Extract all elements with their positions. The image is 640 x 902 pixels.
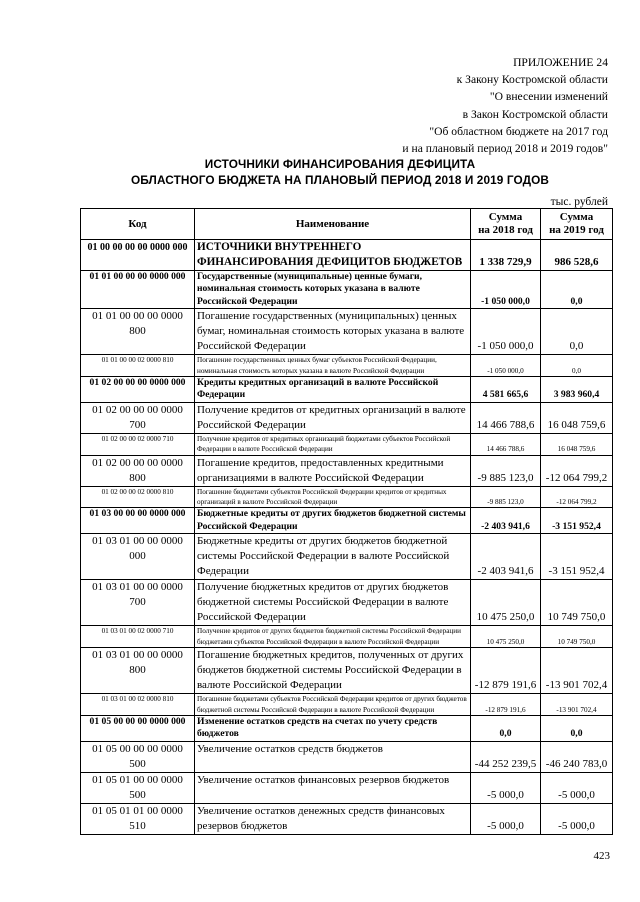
table-row bbox=[81, 534, 613, 580]
row-sum-2019: -5 000,0 bbox=[541, 803, 613, 834]
header-code: Код bbox=[81, 209, 195, 240]
appendix-line: "О внесении изменений bbox=[489, 90, 608, 104]
row-code: 01 05 01 01 00 0000 510 bbox=[81, 803, 195, 834]
row-sum-2018: 14 466 788,6 bbox=[471, 433, 541, 455]
row-code: 01 02 00 00 00 0000 700 bbox=[81, 402, 195, 433]
row-code: 01 02 00 00 02 0000 810 bbox=[81, 486, 195, 508]
table-row bbox=[81, 803, 613, 834]
row-sum-2018: -12 879 191,6 bbox=[471, 694, 541, 716]
header-sum-2019-line1: Сумма bbox=[559, 211, 594, 223]
row-name: Получение кредитов от кредитных организаций в валюте Российской Федерации bbox=[195, 402, 471, 433]
row-code: 01 05 00 00 00 0000 500 bbox=[81, 741, 195, 772]
header-sum-2019 bbox=[541, 209, 613, 240]
row-sum-2018: -5 000,0 bbox=[471, 803, 541, 834]
page-number: 423 bbox=[593, 850, 610, 862]
row-sum-2018: 14 466 788,6 bbox=[471, 402, 541, 433]
row-sum-2018: -9 885 123,0 bbox=[471, 455, 541, 486]
table-row bbox=[81, 626, 613, 648]
row-sum-2019: -3 151 952,4 bbox=[541, 534, 613, 580]
appendix-line: в Закон Костромской области bbox=[462, 107, 608, 121]
row-name: ИСТОЧНИКИ ВНУТРЕННЕГО ФИНАНСИРОВАНИЯ ДЕФИЦИТОВ БЮДЖЕТОВ bbox=[195, 240, 471, 271]
header-name: Наименование bbox=[195, 209, 471, 240]
table-row bbox=[81, 486, 613, 508]
row-code: 01 05 01 00 00 0000 500 bbox=[81, 772, 195, 803]
row-sum-2019: 0,0 bbox=[541, 309, 613, 355]
table-row bbox=[81, 741, 613, 772]
row-code: 01 02 00 00 00 0000 000 bbox=[81, 377, 195, 403]
row-sum-2019: -5 000,0 bbox=[541, 772, 613, 803]
table-row bbox=[81, 715, 613, 741]
table-row bbox=[81, 694, 613, 716]
units-label: тыс. рублей bbox=[550, 196, 608, 208]
row-sum-2019: 3 983 960,4 bbox=[541, 377, 613, 403]
row-name: Увеличение остатков средств бюджетов bbox=[195, 741, 471, 772]
appendix-line: и на плановый период 2018 и 2019 годов" bbox=[402, 142, 608, 156]
table-row bbox=[81, 377, 613, 403]
row-sum-2019: -12 064 799,2 bbox=[541, 455, 613, 486]
row-sum-2019: 0,0 bbox=[541, 715, 613, 741]
row-sum-2018: -5 000,0 bbox=[471, 772, 541, 803]
row-code: 01 01 00 00 02 0000 810 bbox=[81, 355, 195, 377]
table-row bbox=[81, 455, 613, 486]
header-sum-2018-line2: на 2018 год bbox=[478, 224, 533, 236]
row-sum-2019: 10 749 750,0 bbox=[541, 580, 613, 626]
row-sum-2019: -3 151 952,4 bbox=[541, 508, 613, 534]
row-name: Получение бюджетных кредитов от других бюджетов бюджетной системы Российской Федерации в валюте Российской Федерации bbox=[195, 580, 471, 626]
row-name: Увеличение остатков финансовых резервов бюджетов bbox=[195, 772, 471, 803]
table-row bbox=[81, 271, 613, 309]
row-code: 01 01 00 00 00 0000 000 bbox=[81, 271, 195, 309]
table-row bbox=[81, 355, 613, 377]
row-sum-2019: 0,0 bbox=[541, 271, 613, 309]
row-sum-2018: 4 581 665,6 bbox=[471, 377, 541, 403]
table-row bbox=[81, 648, 613, 694]
row-name: Изменение остатков средств на счетах по учету средств бюджетов bbox=[195, 715, 471, 741]
row-code: 01 03 01 00 02 0000 810 bbox=[81, 694, 195, 716]
row-code: 01 03 01 00 00 0000 800 bbox=[81, 648, 195, 694]
row-sum-2018: -2 403 941,6 bbox=[471, 534, 541, 580]
appendix-line: ПРИЛОЖЕНИЕ 24 bbox=[513, 56, 608, 69]
row-code: 01 02 00 00 02 0000 710 bbox=[81, 433, 195, 455]
row-name: Получение кредитов от других бюджетов бюджетной системы Российской Федерации бюджетами субъектов Российской Федерации в валюте Российской Федерации bbox=[195, 626, 471, 648]
table-row bbox=[81, 402, 613, 433]
row-name: Бюджетные кредиты от других бюджетов бюджетной системы Российской Федерации bbox=[195, 508, 471, 534]
row-sum-2019: -46 240 783,0 bbox=[541, 741, 613, 772]
document-title bbox=[60, 156, 620, 188]
appendix-heading bbox=[402, 54, 608, 157]
row-sum-2018: -9 885 123,0 bbox=[471, 486, 541, 508]
financing-sources-table bbox=[80, 208, 613, 835]
title-line-2: ОБЛАСТНОГО БЮДЖЕТА НА ПЛАНОВЫЙ ПЕРИОД 2018 И 2019 ГОДОВ bbox=[131, 173, 549, 187]
row-sum-2018: 10 475 250,0 bbox=[471, 580, 541, 626]
row-name: Погашение государственных (муниципальных) ценных бумаг, номинальная стоимость которых указана в валюте Российской Федерации bbox=[195, 309, 471, 355]
row-sum-2018: 0,0 bbox=[471, 715, 541, 741]
row-sum-2018: -2 403 941,6 bbox=[471, 508, 541, 534]
table-row bbox=[81, 309, 613, 355]
row-sum-2019: 16 048 759,6 bbox=[541, 433, 613, 455]
table-row bbox=[81, 508, 613, 534]
row-name: Кредиты кредитных организаций в валюте Российской Федерации bbox=[195, 377, 471, 403]
row-sum-2019: -12 064 799,2 bbox=[541, 486, 613, 508]
row-name: Погашение государственных ценных бумаг субъектов Российской Федерации, номинальная стоимость которых указана в валюте Российской Федерации bbox=[195, 355, 471, 377]
title-line-1: ИСТОЧНИКИ ФИНАНСИРОВАНИЯ ДЕФИЦИТА bbox=[204, 157, 476, 171]
row-sum-2018: -44 252 239,5 bbox=[471, 741, 541, 772]
row-name: Погашение бюджетами субъектов Российской Федерации кредитов от кредитных организаций в валюте Российской Федерации bbox=[195, 486, 471, 508]
row-code: 01 01 00 00 00 0000 800 bbox=[81, 309, 195, 355]
table-row bbox=[81, 580, 613, 626]
row-sum-2018: 1 338 729,9 bbox=[471, 240, 541, 271]
row-name: Погашение бюджетных кредитов, полученных от других бюджетов бюджетной системы Российской Федерации в валюте Российской Федерации bbox=[195, 648, 471, 694]
row-name: Бюджетные кредиты от других бюджетов бюджетной системы Российской Федерации в валюте Российской Федерации bbox=[195, 534, 471, 580]
appendix-line: к Закону Костромской области bbox=[456, 73, 608, 87]
header-sum-2018-line1: Сумма bbox=[488, 211, 523, 223]
row-sum-2019: 986 528,6 bbox=[541, 240, 613, 271]
header-sum-2019-line2: на 2019 год bbox=[549, 224, 604, 236]
row-name: Государственные (муниципальные) ценные бумаги, номинальная стоимость которых указана в валюте Российской Федерации bbox=[195, 271, 471, 309]
appendix-line: "Об областном бюджете на 2017 год bbox=[429, 124, 608, 138]
table-body bbox=[81, 240, 613, 835]
table-header-row bbox=[81, 209, 613, 240]
row-sum-2019: -13 901 702,4 bbox=[541, 694, 613, 716]
row-code: 01 03 01 00 00 0000 700 bbox=[81, 580, 195, 626]
row-code: 01 05 00 00 00 0000 000 bbox=[81, 715, 195, 741]
row-name: Погашение бюджетами субъектов Российской Федерации кредитов от других бюджетов бюджетной системы Российской Федерации в валюте Российской Федерации bbox=[195, 694, 471, 716]
row-name: Получение кредитов от кредитных организаций бюджетами субъектов Российской Федерации в валюте Российской Федерации bbox=[195, 433, 471, 455]
row-sum-2019: -13 901 702,4 bbox=[541, 648, 613, 694]
table-row bbox=[81, 772, 613, 803]
table-row bbox=[81, 433, 613, 455]
row-code: 01 03 01 00 02 0000 710 bbox=[81, 626, 195, 648]
row-sum-2019: 0,0 bbox=[541, 355, 613, 377]
table-row bbox=[81, 240, 613, 271]
row-code: 01 02 00 00 00 0000 800 bbox=[81, 455, 195, 486]
row-sum-2019: 16 048 759,6 bbox=[541, 402, 613, 433]
row-sum-2018: -12 879 191,6 bbox=[471, 648, 541, 694]
row-code: 01 03 01 00 00 0000 000 bbox=[81, 534, 195, 580]
header-sum-2018 bbox=[471, 209, 541, 240]
row-code: 01 00 00 00 00 0000 000 bbox=[81, 240, 195, 271]
row-sum-2018: 10 475 250,0 bbox=[471, 626, 541, 648]
row-code: 01 03 00 00 00 0000 000 bbox=[81, 508, 195, 534]
row-name: Увеличение остатков денежных средств финансовых резервов бюджетов bbox=[195, 803, 471, 834]
row-name: Погашение кредитов, предоставленных кредитными организациями в валюте Российской Федерации bbox=[195, 455, 471, 486]
row-sum-2018: -1 050 000,0 bbox=[471, 309, 541, 355]
row-sum-2018: -1 050 000,0 bbox=[471, 355, 541, 377]
row-sum-2018: -1 050 000,0 bbox=[471, 271, 541, 309]
row-sum-2019: 10 749 750,0 bbox=[541, 626, 613, 648]
